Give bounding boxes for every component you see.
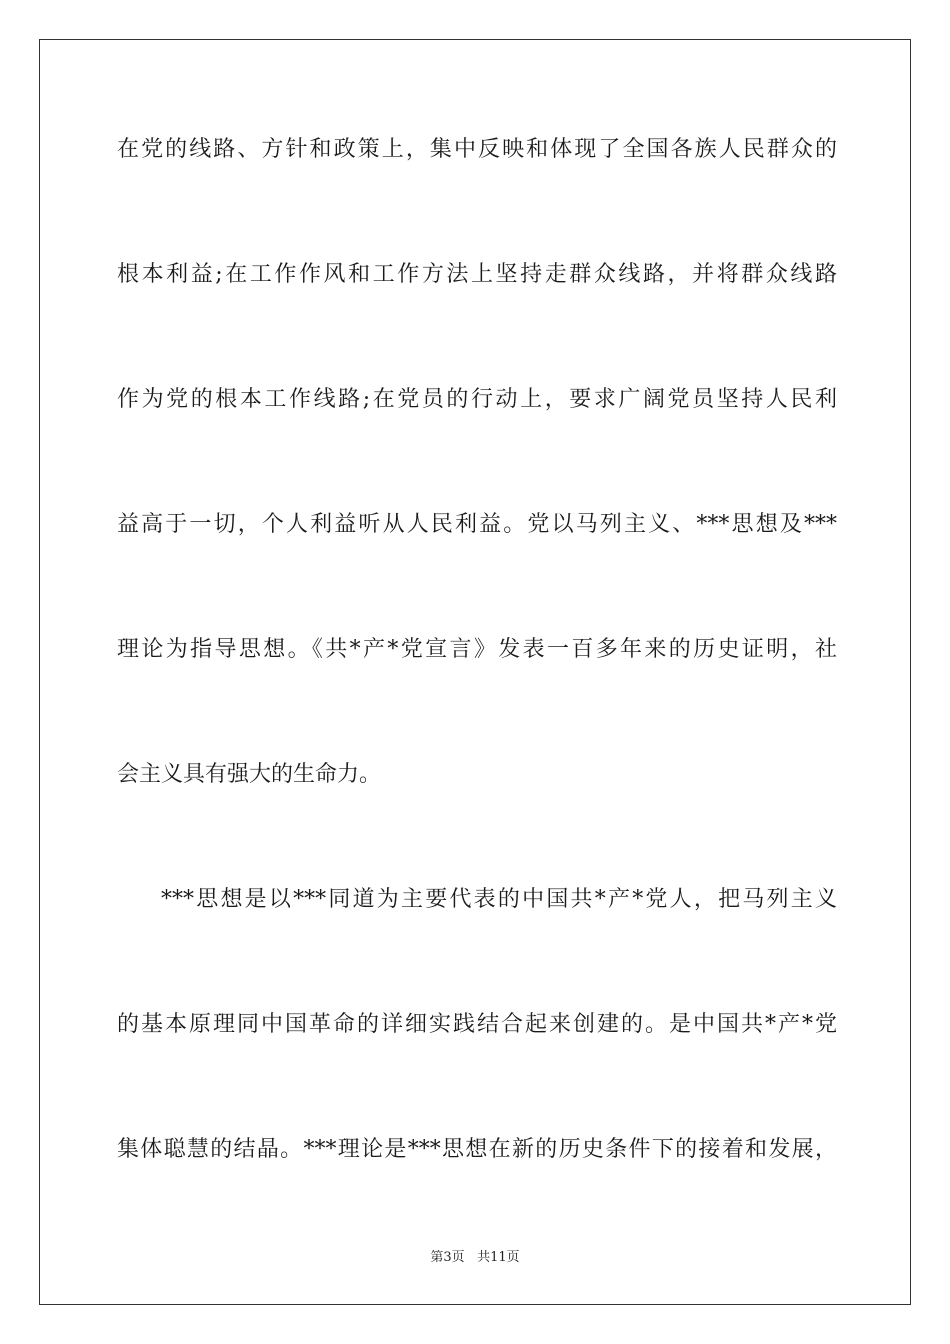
body-line-2: 根本利益;在工作作风和工作方法上坚持走群众线路，并将群众线路 bbox=[117, 262, 837, 287]
page-total: 共11页 bbox=[477, 1250, 520, 1265]
body-line-3: 作为党的根本工作线路;在党员的行动上，要求广阔党员坚持人民利 bbox=[117, 387, 837, 412]
page-number: 第3页 bbox=[430, 1250, 465, 1265]
body-line-9: 集体聪慧的结晶。***理论是***思想在新的历史条件下的接着和发展， bbox=[117, 1137, 837, 1162]
body-line-6: 会主义具有强大的生命力。 bbox=[117, 762, 382, 787]
page-border bbox=[39, 39, 911, 1305]
body-line-8: 的基本原理同中国革命的详细实践结合起来创建的。是中国共*产*党 bbox=[117, 1012, 837, 1037]
body-line-7: ***思想是以***同道为主要代表的中国共*产*党人，把马列主义 bbox=[161, 887, 837, 912]
body-line-1: 在党的线路、方针和政策上，集中反映和体现了全国各族人民群众的 bbox=[117, 137, 837, 162]
page-footer bbox=[0, 1246, 950, 1265]
body-line-5: 理论为指导思想。《共*产*党宣言》发表一百多年来的历史证明，社 bbox=[117, 637, 837, 662]
body-line-4: 益高于一切，个人利益听从人民利益。党以马列主义、***思想及*** bbox=[117, 512, 837, 537]
